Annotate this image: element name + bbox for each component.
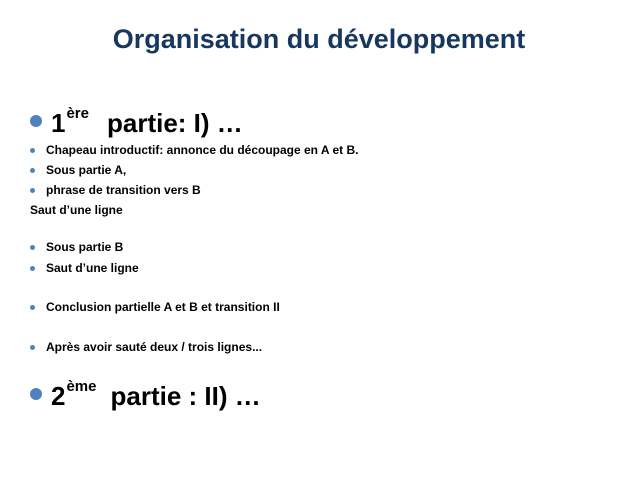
list-item-text: Conclusion partielle A et B et transition II [46, 300, 280, 314]
list-item [30, 240, 123, 254]
bullet-icon [30, 245, 35, 250]
list-item [30, 143, 358, 157]
list-item [30, 261, 139, 275]
list-item [30, 340, 262, 354]
part-1-text: partie: I) … [107, 108, 243, 138]
bullet-icon [30, 305, 35, 310]
part-2-text: partie : II) … [110, 381, 261, 411]
list-item-text: phrase de transition vers B [46, 183, 201, 197]
bullet-icon [30, 388, 42, 400]
bullet-icon [30, 345, 35, 350]
bullet-icon [30, 148, 35, 153]
part-1-heading [30, 105, 243, 139]
slide-title: Organisation du développement [112, 24, 526, 54]
part-2-heading [30, 378, 261, 412]
part-1-superscript: ère [66, 105, 89, 122]
list-item-text: Après avoir sauté deux / trois lignes... [46, 340, 263, 354]
part-2-superscript: ème [66, 378, 97, 395]
part-1-number: 1 [51, 108, 66, 138]
list-item-text: Chapeau introductif: annonce du découpage en A et B. [46, 143, 359, 157]
bullet-icon [30, 188, 35, 193]
list-item-text: Saut d’une ligne [46, 261, 139, 275]
bullet-icon [30, 168, 35, 173]
list-item [30, 300, 280, 314]
list-item-text: Sous partie B [46, 240, 124, 254]
plain-line: Saut d’une ligne [30, 203, 123, 217]
list-item [30, 183, 201, 197]
list-item [30, 163, 126, 177]
part-2-number: 2 [51, 381, 66, 411]
bullet-icon [30, 115, 42, 127]
bullet-icon [30, 266, 35, 271]
list-item-text: Sous partie A, [46, 163, 127, 177]
